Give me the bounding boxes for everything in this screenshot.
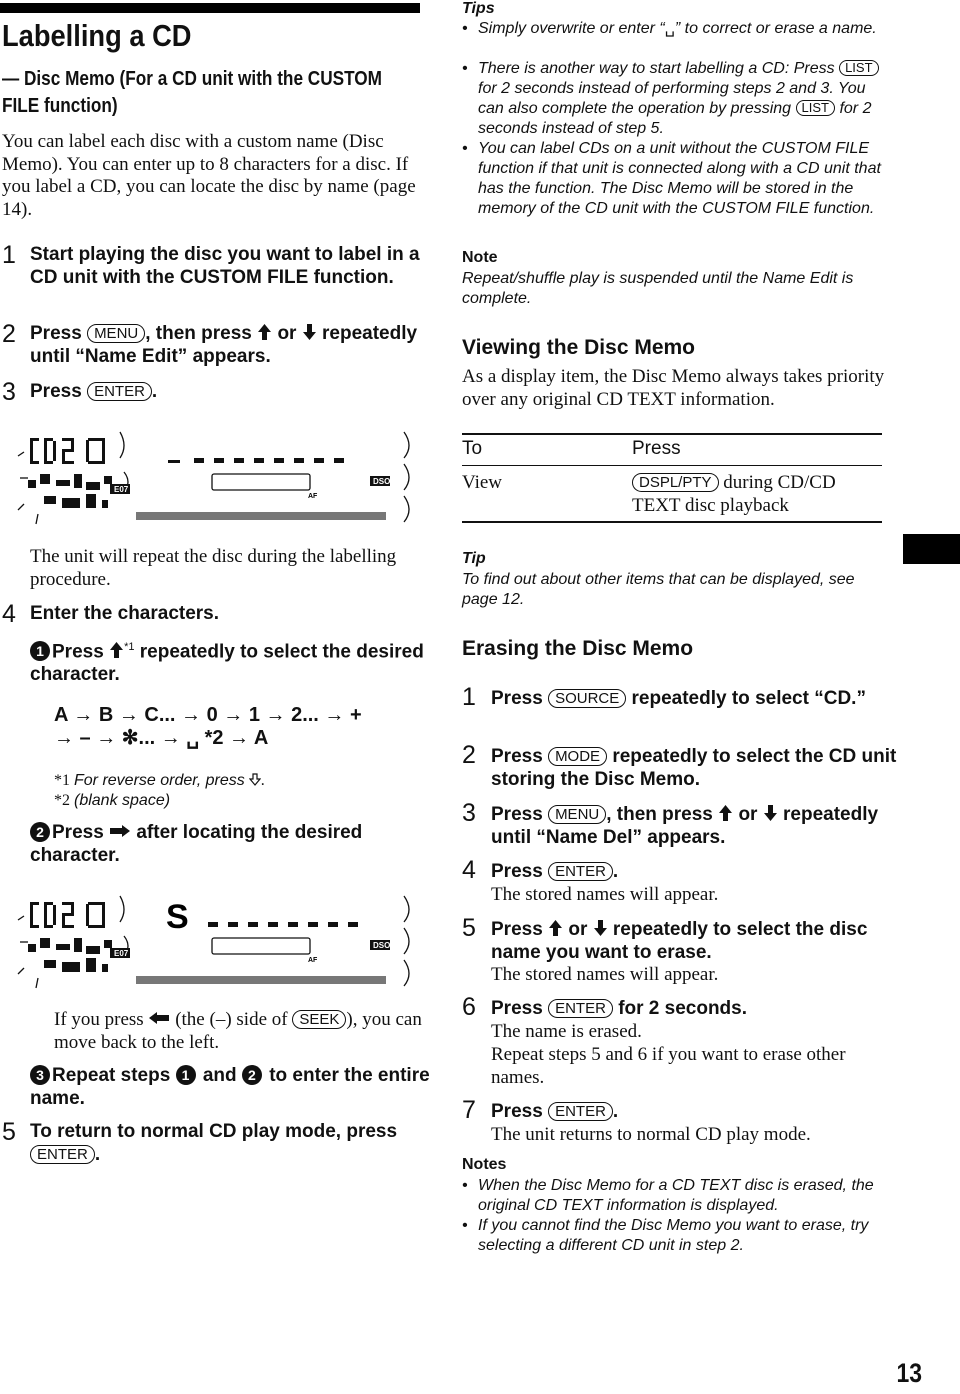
footnote-mark: *1 (54, 772, 70, 789)
intro-text: You can label each disc with a custom name (Disc Memo). You can enter up to 8 characters for a disc. If you label a CD, you can locate the disc by name (page 14). (2, 131, 416, 220)
text: If you press (54, 1009, 144, 1030)
text: (blank space) (74, 792, 171, 809)
up-arrow-icon (257, 323, 272, 341)
enter-key[interactable]: ENTER (548, 999, 613, 1018)
text: for 2 seconds. (618, 998, 748, 1019)
repeat-note: The unit will repeat the disc during the labelling procedure. (30, 546, 397, 590)
text: Press (52, 822, 104, 843)
text: Repeat steps (52, 1065, 171, 1086)
erase-step-note: The unit returns to normal CD play mode. (491, 1124, 811, 1145)
step-number: 1 (2, 241, 16, 269)
erase-step-5 (491, 919, 901, 964)
tip-item (462, 59, 882, 139)
erase-step-note: The name is erased. (491, 1021, 642, 1042)
note-item (462, 1176, 892, 1216)
text: repeatedly until “Name Edit” appears. (30, 323, 418, 367)
section-heading: Erasing the Disc Memo (462, 637, 694, 660)
up-arrow-icon (548, 919, 563, 937)
menu-key[interactable]: MENU (548, 805, 606, 824)
text: repeatedly to select the disc name you want to erase. (491, 919, 868, 963)
tip-text: To find out about other items that can be displayed, see page 12. (462, 571, 855, 608)
move-back-note (54, 1009, 434, 1054)
tips-heading: Tips (462, 0, 495, 17)
text: for 2 seconds instead of step 5. (478, 100, 872, 137)
footnote-ref: *1 (124, 641, 135, 653)
text: and (202, 1065, 237, 1086)
lcd-display-illustration (16, 890, 418, 990)
step-number: 1 (462, 683, 476, 711)
table-header-to: To (462, 438, 483, 459)
header-bar (0, 3, 420, 13)
display-badge: DSO (373, 941, 391, 950)
erase-step-3 (491, 804, 901, 849)
text: Press (30, 323, 82, 344)
display-badge: E07 (114, 485, 129, 494)
text: Press (491, 861, 543, 882)
text: To return to normal CD play mode, press (30, 1121, 398, 1142)
text: repeatedly to select the desired character. (30, 641, 424, 685)
enter-key[interactable]: ENTER (30, 1145, 95, 1164)
step-ref-marker: 1 (176, 1065, 196, 1085)
text: For reverse order, press (74, 772, 245, 789)
char-sequence-line-1: A → B → C... → 0 → 1 → 2... → + (54, 704, 362, 726)
bullet: • (462, 60, 468, 77)
footnote-1: *1 For reverse order, press . (54, 772, 265, 789)
step-number: 2 (462, 741, 476, 769)
text: or (568, 919, 588, 940)
step-number: 5 (2, 1118, 16, 1146)
text: ), you can move back to the left. (54, 1009, 422, 1053)
up-arrow-icon (109, 641, 124, 659)
notes-heading: Notes (462, 1156, 507, 1173)
text: repeatedly to select the CD unit storing the Disc Memo. (491, 746, 897, 790)
text: Simply overwrite or enter “ (478, 20, 665, 37)
text: Press (491, 1101, 543, 1122)
text: to enter the entire name. (30, 1065, 430, 1109)
text: You can label CDs on a unit without the CUSTOM FILE function if that unit is connected along with a CD unit that has the function. The Disc Memo will be stored in the memory of the CD unit with the CUSTOM FILE function. (478, 140, 881, 217)
step-number: 5 (462, 914, 476, 942)
erase-step-2 (491, 746, 901, 791)
text: , then press (606, 804, 713, 825)
bullet: • (462, 1217, 468, 1234)
blank-space-icon: ␣ (664, 20, 675, 37)
section-heading: Viewing the Disc Memo (462, 336, 695, 359)
footnote-2 (54, 791, 170, 811)
display-badge: DSO (373, 477, 391, 486)
text: (the (–) side of (175, 1009, 288, 1030)
erase-step-4: Press ENTER . (491, 861, 619, 882)
step-number: 6 (462, 993, 476, 1021)
text: Press (52, 641, 104, 663)
bullet: • (462, 20, 468, 37)
table-cell-to: View (462, 472, 503, 493)
text: If you cannot find the Disc Memo you want to erase, try selecting a different CD unit in step 2. (478, 1217, 869, 1254)
step-4-text: Enter the characters. (30, 603, 220, 624)
bullet: • (462, 140, 468, 157)
display-badge: AF (308, 957, 318, 964)
display-badge: AF (308, 493, 318, 500)
down-arrow-icon (763, 804, 778, 822)
substep-1 (30, 636, 430, 686)
step-number: 7 (462, 1096, 476, 1124)
step-number: 3 (462, 799, 476, 827)
erase-step-7: Press ENTER . (491, 1101, 619, 1122)
text: Press (30, 381, 82, 402)
erase-step-note: The stored names will appear. (491, 884, 719, 905)
char-sequence-line-2: → – → ✻... → ␣ *2 → A (54, 727, 269, 749)
note-text: Repeat/shuffle play is suspended until the Name Edit is complete. (462, 270, 854, 307)
mode-key[interactable]: MODE (548, 747, 607, 766)
table-rule (462, 521, 882, 523)
step-number: 4 (462, 856, 476, 884)
erase-step-note: The stored names will appear. (491, 964, 719, 985)
down-arrow-icon (593, 919, 608, 937)
text: or (738, 804, 758, 825)
list-key[interactable]: LIST (796, 100, 835, 116)
step-ref-marker: 2 (242, 1065, 262, 1085)
down-arrow-icon (302, 323, 317, 341)
erase-step-note: Repeat steps 5 and 6 if you want to erase other names. (491, 1044, 846, 1088)
text: Press (491, 746, 543, 767)
text: repeatedly until “Name Del” appears. (491, 804, 879, 848)
substep-marker: 3 (30, 1065, 50, 1085)
text: , then press (145, 323, 252, 344)
page-number: 13 (896, 1358, 922, 1388)
step-3-text: Press ENTER . (30, 381, 158, 402)
enter-key[interactable]: ENTER (548, 862, 613, 881)
down-arrow-icon (249, 773, 261, 786)
step-number: 3 (2, 378, 16, 406)
footnote-mark: *2 (54, 792, 70, 809)
enter-key[interactable]: ENTER (87, 382, 152, 401)
note-item (462, 1216, 892, 1256)
bullet: • (462, 1177, 468, 1194)
table-rule (462, 433, 882, 435)
text: after locating the desired character. (30, 822, 363, 866)
step-2-text (30, 323, 430, 368)
text: repeatedly to select “CD.” (631, 688, 866, 709)
right-arrow-icon (109, 824, 131, 838)
text: or (277, 323, 297, 344)
page-subtitle: — Disc Memo (For a CD unit with the CUSTOM FILE function) (2, 68, 383, 117)
text: ” to correct or erase a name. (674, 20, 877, 37)
step-number: 2 (2, 320, 16, 348)
step-5-text: To return to normal CD play mode, press ENTER . (30, 1121, 398, 1165)
substep-2 (30, 822, 430, 867)
text: Press (491, 688, 543, 709)
up-arrow-icon (718, 804, 733, 822)
section-tab (903, 534, 960, 564)
page-title: Labelling a CD (2, 18, 192, 53)
text: Press (491, 804, 543, 825)
erase-step-1 (491, 688, 901, 711)
lcd-display-illustration (16, 426, 418, 526)
step-1-text: Start playing the disc you want to label in a CD unit with the CUSTOM FILE function. (30, 244, 420, 288)
text: Press (491, 998, 543, 1019)
substep-3 (30, 1065, 430, 1110)
substep-marker: 1 (30, 641, 50, 661)
text: Press (491, 919, 543, 940)
tip-heading: Tip (462, 550, 486, 567)
table-cell-press (632, 472, 882, 517)
enter-key[interactable]: ENTER (548, 1102, 613, 1121)
source-key[interactable]: SOURCE (548, 689, 626, 708)
note-heading: Note (462, 249, 498, 266)
text: When the Disc Memo for a CD TEXT disc is erased, the original CD TEXT information is displayed. (478, 1177, 874, 1214)
table-header-press: Press (632, 438, 681, 459)
text: during CD/CD TEXT disc playback (632, 472, 836, 516)
tip-item (462, 19, 882, 39)
substep-marker: 2 (30, 822, 50, 842)
tip-item (462, 139, 882, 219)
erase-step-6 (491, 998, 901, 1021)
viewing-text: As a display item, the Disc Memo always takes priority over any original CD TEXT information. (462, 366, 885, 410)
dspl-pty-key[interactable]: DSPL/PTY (632, 473, 719, 492)
table-rule (462, 465, 882, 466)
seek-key[interactable]: SEEK (292, 1010, 346, 1029)
step-number: 4 (2, 600, 16, 628)
menu-key[interactable]: MENU (87, 324, 145, 343)
display-text: S (166, 898, 189, 936)
left-arrow-icon (148, 1011, 170, 1025)
text: There is another way to start labelling a CD: Press (478, 60, 835, 77)
display-badge: E07 (114, 949, 129, 958)
text: for 2 seconds instead of performing steps 2 and 3. You can also complete the operation by pressing (478, 80, 866, 117)
list-key[interactable]: LIST (839, 60, 878, 76)
